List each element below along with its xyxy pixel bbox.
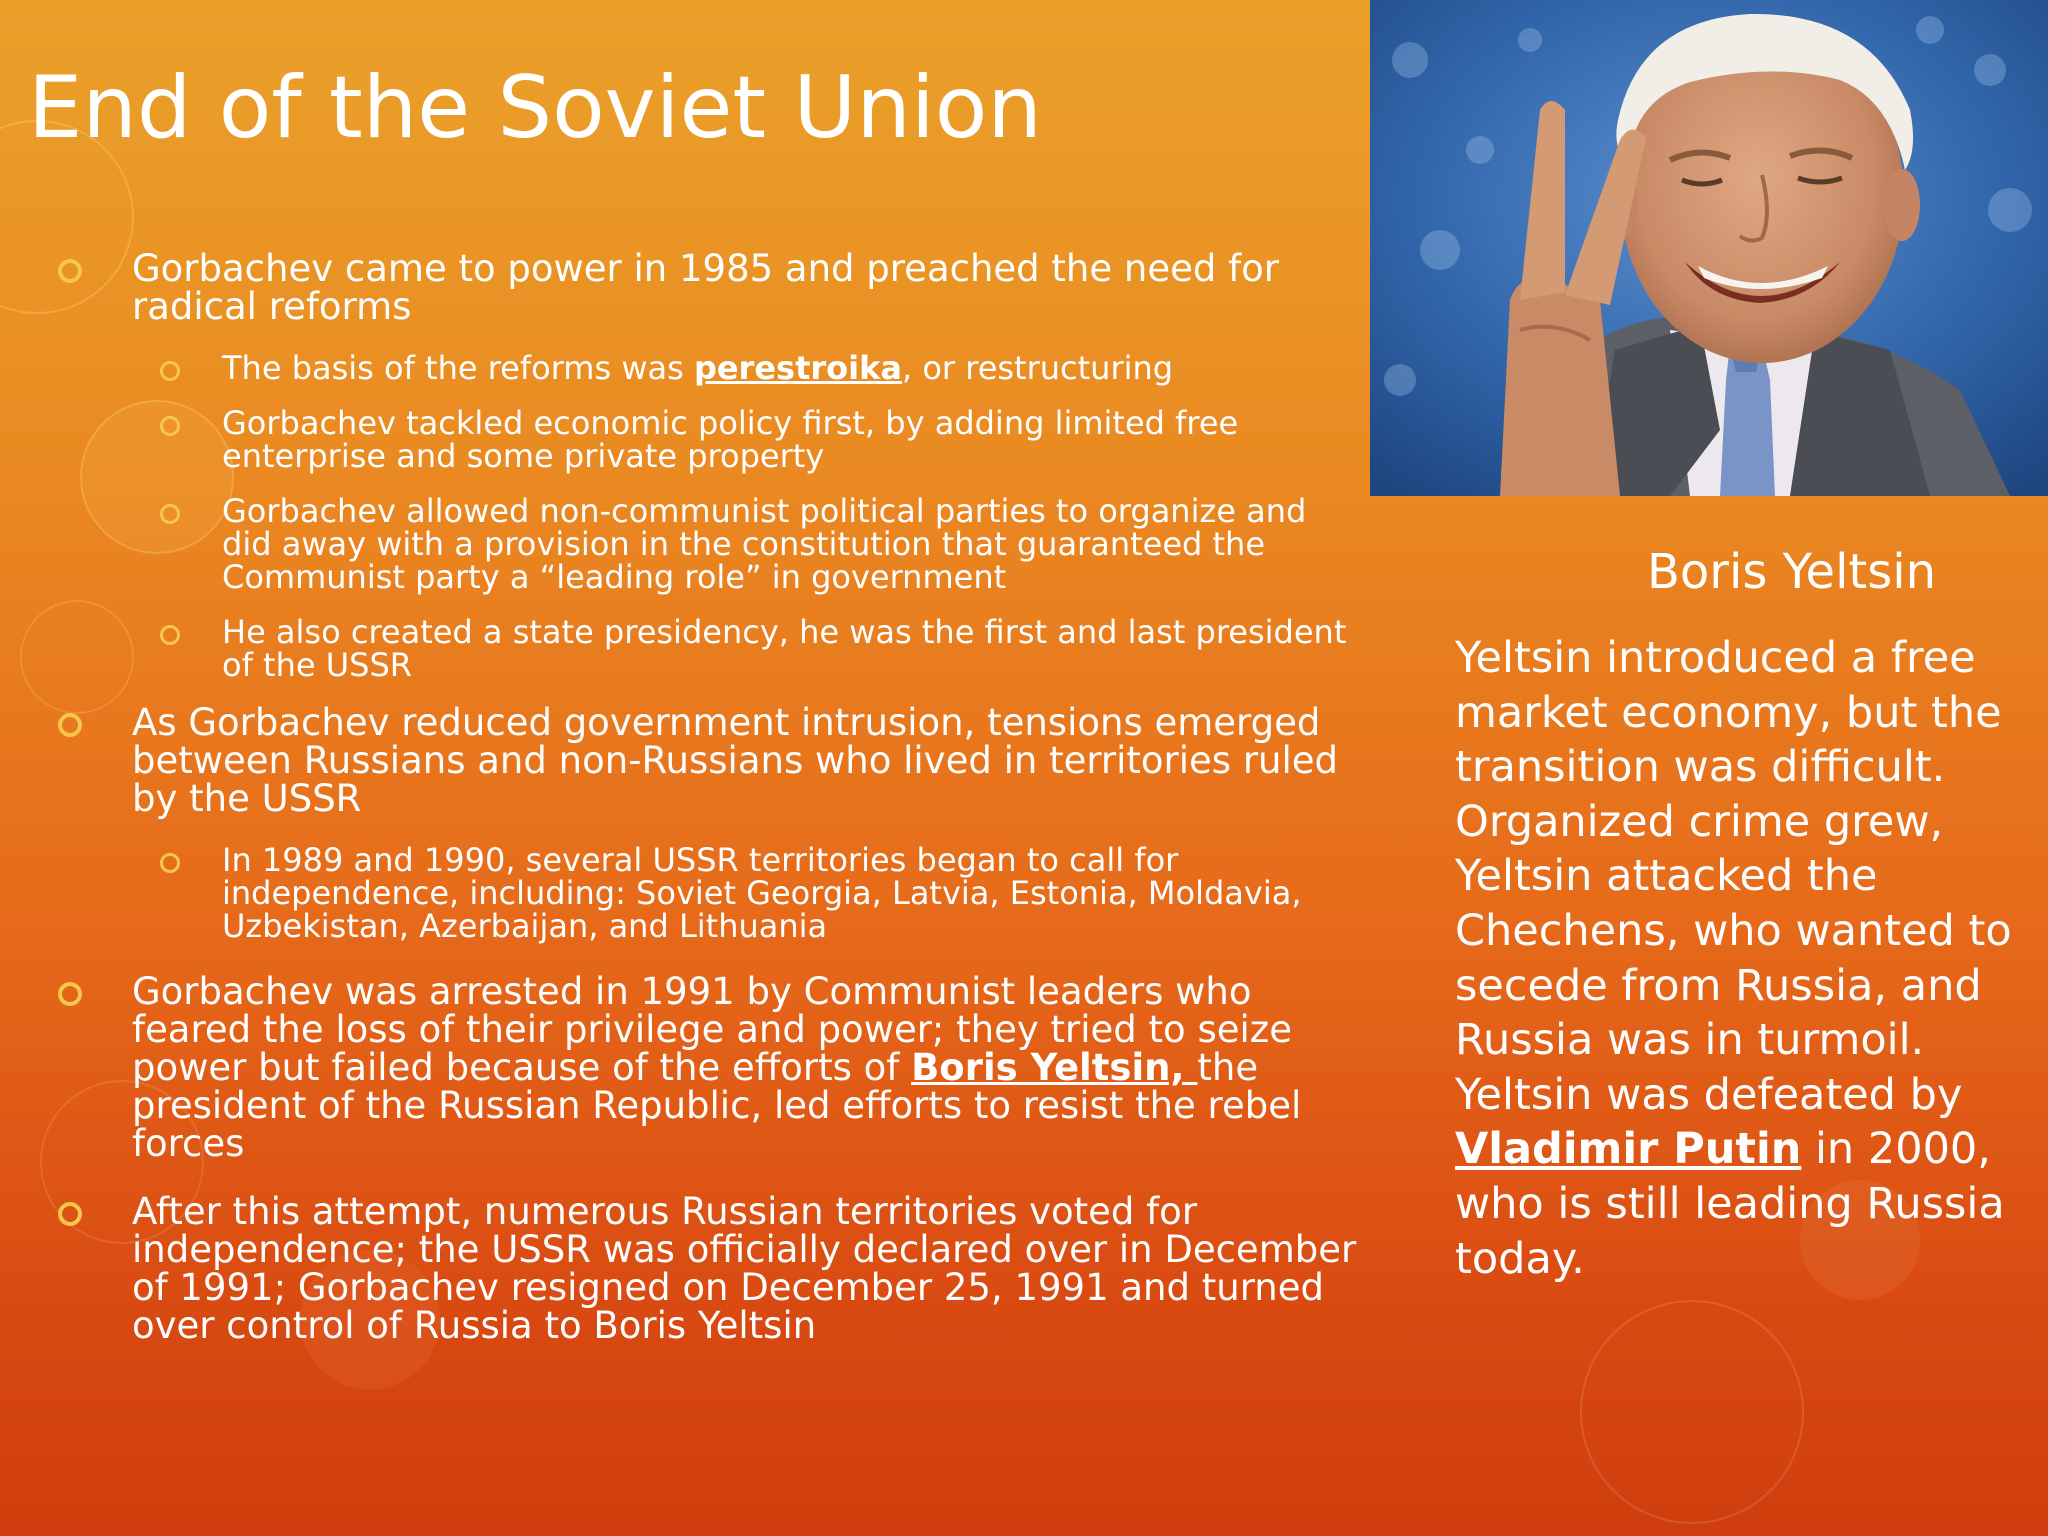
bullet-ring-icon <box>58 259 82 283</box>
vladimir-putin-link[interactable]: Vladimir Putin <box>1455 1124 1802 1175</box>
photo-caption: Boris Yeltsin <box>1646 544 1936 600</box>
bullet-text: As Gorbachev reduced government intrusion, tensions emerged between Russians and non-Russians who lived in territories ruled by the USSR <box>132 701 1339 820</box>
bokeh-circle <box>1580 1300 1804 1524</box>
bullet-item <box>0 701 1360 820</box>
bullet-ring-icon <box>58 1202 82 1226</box>
bullet-text: Gorbachev was arrested in 1991 by Communist leaders who feared the loss of their privilege and power; they tried to seize power but failed because of the efforts of <box>132 970 1292 1089</box>
bullet-text: The basis of the reforms was <box>222 349 694 387</box>
bullet-text: Gorbachev allowed non-communist political parties to organize and did away with a provision in the constitution that guaranteed the Communist party a “leading role” in government <box>222 492 1307 596</box>
bullet-item <box>0 1190 1360 1347</box>
bullet-text: He also created a state presidency, he was the first and last president of the USSR <box>222 613 1347 684</box>
sub-bullet-item <box>0 841 1360 945</box>
bullet-text: Gorbachev came to power in 1985 and preached the need for radical reforms <box>132 247 1279 328</box>
sub-bullet-item <box>0 349 1360 387</box>
bullet-item <box>0 247 1360 328</box>
sub-bullet-item <box>0 613 1360 684</box>
bullet-ring-icon <box>160 625 180 645</box>
side-text <box>1455 631 2025 1286</box>
perestroika-link[interactable]: perestroika <box>693 349 902 387</box>
bullet-text: , or restructuring <box>901 349 1174 387</box>
bullet-ring-icon <box>160 416 180 436</box>
slide-title: End of the Soviet Union <box>28 58 1042 158</box>
bullet-list <box>0 247 1360 1357</box>
bullet-ring-icon <box>160 853 180 873</box>
bullet-text: In 1989 and 1990, several USSR territories began to call for independence, including: Soviet Georgia, Latvia, Estonia, Moldavia, Uzbekistan, Azerbaijan, and Lithuania <box>222 841 1302 945</box>
bullet-ring-icon <box>160 504 180 524</box>
bullet-text: After this attempt, numerous Russian territories voted for independence; the USSR was officially declared over in December of 1991; Gorbachev resigned on December 25, 1991 and turned over control of Russia to Boris Yeltsin <box>132 1190 1357 1347</box>
bullet-ring-icon <box>160 361 180 381</box>
bullet-text: Gorbachev tackled economic policy first, by adding limited free enterprise and some private property <box>222 404 1239 475</box>
yeltsin-photo <box>1370 0 2048 496</box>
boris-yeltsin-link[interactable]: Boris Yeltsin, <box>911 1046 1198 1089</box>
side-text-part: in 2000, who is still leading Russia today. <box>1455 1124 2005 1284</box>
bullet-ring-icon <box>58 713 82 737</box>
bullet-item <box>0 970 1360 1165</box>
bullet-ring-icon <box>58 982 82 1006</box>
sub-bullet-item <box>0 492 1360 596</box>
sub-bullet-item <box>0 404 1360 475</box>
side-paragraph <box>1455 631 2025 1286</box>
side-text-part: Yeltsin introduced a free market economy, but the transition was difficult. Organized crime grew, Yeltsin attacked the Chechens, who wanted to secede from Russia, and Russia was in turmoil. Yeltsin was defeated by <box>1455 633 2012 1120</box>
bullet-text: the president of the Russian Republic, led efforts to resist the rebel forces <box>132 1046 1302 1165</box>
